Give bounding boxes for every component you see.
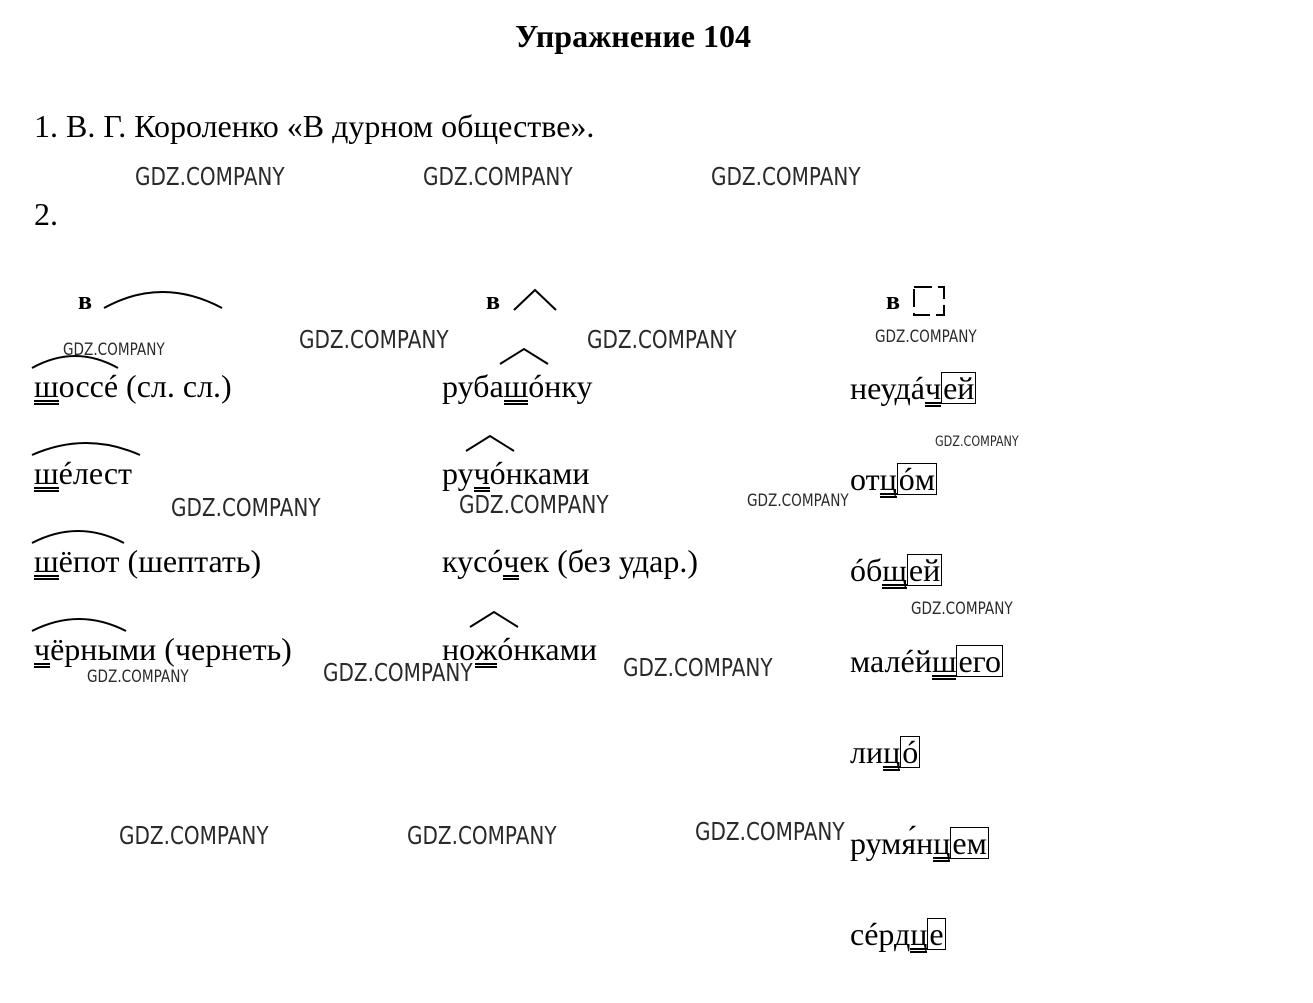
word-ruchonkami: ру чóнками <box>442 455 589 492</box>
watermark: GDZ.COMPANY <box>875 327 977 347</box>
word-rubashonku: руба шóнку <box>442 368 593 405</box>
word-kusochek: кусóчек (без удар.) <box>442 543 699 579</box>
word-shepot: шёпот (шептать) <box>34 543 261 580</box>
word-nozhonkami: но жóнками <box>442 631 597 668</box>
page-title: Упражнение 104 <box>514 18 751 54</box>
watermark: GDZ.COMPANY <box>323 658 473 687</box>
suffix-hat-icon <box>462 433 518 453</box>
word-litso: лицó <box>850 734 919 770</box>
watermark: GDZ.COMPANY <box>119 821 269 850</box>
watermark: GDZ.COMPANY <box>299 325 449 354</box>
root-arc-icon <box>100 284 226 314</box>
word-shelest: шéлест <box>34 455 132 492</box>
watermark: GDZ.COMPANY <box>911 599 1013 619</box>
word-neudachey: неудáчей <box>850 370 975 406</box>
watermark: GDZ.COMPANY <box>423 162 573 191</box>
watermark: GDZ.COMPANY <box>587 325 737 354</box>
watermark: GDZ.COMPANY <box>407 821 557 850</box>
legend-ending-letter: в <box>886 286 901 315</box>
watermark: GDZ.COMPANY <box>695 817 845 846</box>
word-maleyshego: малéйшего <box>850 643 1001 679</box>
watermark: GDZ.COMPANY <box>623 653 773 682</box>
ending-box: ó <box>902 734 919 770</box>
legend-root-letter: в <box>78 286 93 315</box>
task-line-2: 2. <box>34 196 58 232</box>
root-arc-icon <box>30 611 128 633</box>
ending-box: е <box>929 916 944 952</box>
ending-box: óм <box>898 461 935 497</box>
suffix-hat-icon <box>466 609 522 629</box>
root-arc-icon <box>30 435 142 457</box>
word-serdtse: сéрдце <box>850 916 944 952</box>
word-rumyantsem: румя́нцем <box>850 825 987 861</box>
ending-box: ей <box>943 370 975 406</box>
watermark: GDZ.COMPANY <box>87 667 189 687</box>
word-shosse: шоссé (сл. сл.) <box>34 368 232 405</box>
task-line-1: 1. В. Г. Короленко «В дурном обществе». <box>34 108 595 144</box>
suffix-hat-icon <box>496 346 552 366</box>
watermark: GDZ.COMPANY <box>171 493 321 522</box>
watermark: GDZ.COMPANY <box>935 434 1019 450</box>
root-arc-icon <box>30 523 126 545</box>
word-obshchey: óбщей <box>850 552 941 588</box>
watermark: GDZ.COMPANY <box>711 162 861 191</box>
word-chernymi: чёрными (чернеть) <box>34 631 292 668</box>
ending-box: его <box>958 643 1001 679</box>
ending-box-icon <box>908 284 948 318</box>
watermark: GDZ.COMPANY <box>135 162 285 191</box>
watermark: GDZ.COMPANY <box>459 490 609 519</box>
suffix-hat-icon <box>510 286 560 314</box>
ending-box: ем <box>952 825 987 861</box>
watermark: GDZ.COMPANY <box>747 491 849 511</box>
ending-box: ей <box>908 552 941 588</box>
watermark: GDZ.COMPANY <box>63 340 165 360</box>
word-ottsom: отцóм <box>850 461 935 497</box>
legend-suffix-letter: в <box>486 286 501 315</box>
